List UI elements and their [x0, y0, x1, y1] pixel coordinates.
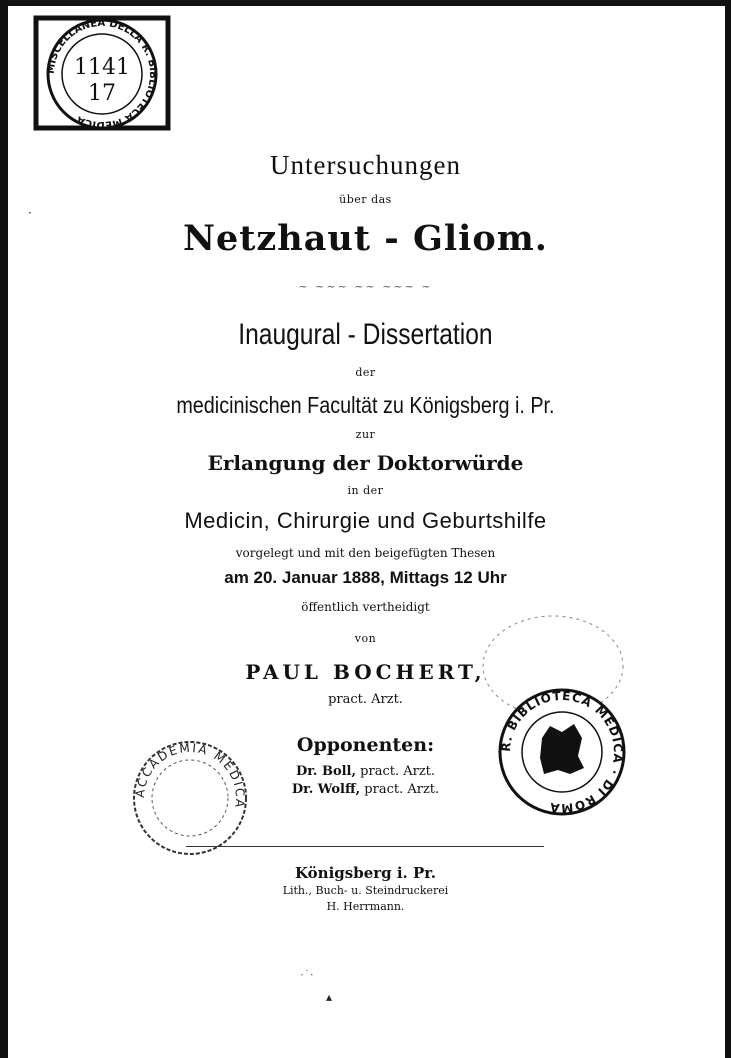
speck-mark: ▴	[326, 990, 333, 1004]
stamp-bottom-right-text: R. BIBLIOTECA MEDICA · DI ROMA	[498, 688, 626, 816]
faculty-line: medicinischen Facultät zu Königsberg i. Pr.	[176, 392, 555, 418]
opponent-name: Dr. Boll,	[295, 764, 357, 779]
margin-mark: ·	[28, 206, 32, 220]
library-stamp-bottom-right	[478, 606, 628, 826]
stamp-seal-icon	[128, 736, 252, 860]
fields-line: Medicin, Chirurgie und Geburtshilfe	[184, 508, 547, 533]
stamp-bottom-left-text: ACCADEMIA MEDICA	[132, 740, 248, 811]
library-stamp-top-left	[32, 14, 172, 132]
author-name: PAUL BOCHERT,	[245, 660, 486, 684]
stamp-number-top: 1141	[74, 55, 130, 80]
defended-line: öffentlich vertheidigt	[301, 600, 430, 614]
author-title: pract. Arzt.	[328, 692, 403, 707]
library-stamp-bottom-left	[128, 736, 252, 860]
svg-text:ACCADEMIA MEDICA	[133, 741, 247, 810]
main-title: Netzhaut - Gliom.	[183, 218, 548, 259]
imprint-city: Königsberg i. Pr.	[294, 864, 437, 882]
stamp-seal-icon	[478, 606, 628, 826]
date-line: am 20. Januar 1888, Mittags 12 Uhr	[224, 568, 507, 587]
text-in-der: in der	[347, 484, 384, 497]
imprint-press: Lith., Buch- u. Steindruckerei	[282, 884, 449, 897]
stamp-seal-icon	[32, 14, 172, 132]
title-line-1: Untersuchungen	[270, 150, 461, 180]
imprint-printer: H. Herrmann.	[326, 900, 405, 913]
stamp-number-bottom: 17	[88, 81, 116, 106]
opponent-role: pract. Arzt.	[360, 764, 436, 779]
text-von: von	[354, 632, 377, 645]
speck-mark: ·˙·	[300, 968, 314, 982]
text-zur: zur	[355, 428, 376, 441]
submitted-line: vorgelegt und mit den beigefügten Thesen	[235, 546, 496, 560]
opponent-name: Dr. Wolff,	[291, 782, 361, 797]
scan-edge-top	[0, 0, 731, 6]
stamp-top-left-text: MISCELLANEA DELLA R. BIBLIOTECA MEDICA	[45, 17, 159, 131]
dissertation-heading: Inaugural - Dissertation	[238, 318, 493, 351]
text-der: der	[355, 366, 376, 379]
opponent-role: pract. Arzt.	[364, 782, 440, 797]
ornament-divider: ~ ~~~ ~~ ~~~ ~	[298, 280, 433, 293]
title-line-2: über das	[339, 193, 392, 206]
imprint-rule	[186, 846, 544, 847]
purpose-line: Erlangung der Doktorwürde	[207, 451, 524, 475]
opponents-heading: Opponenten:	[296, 734, 435, 756]
